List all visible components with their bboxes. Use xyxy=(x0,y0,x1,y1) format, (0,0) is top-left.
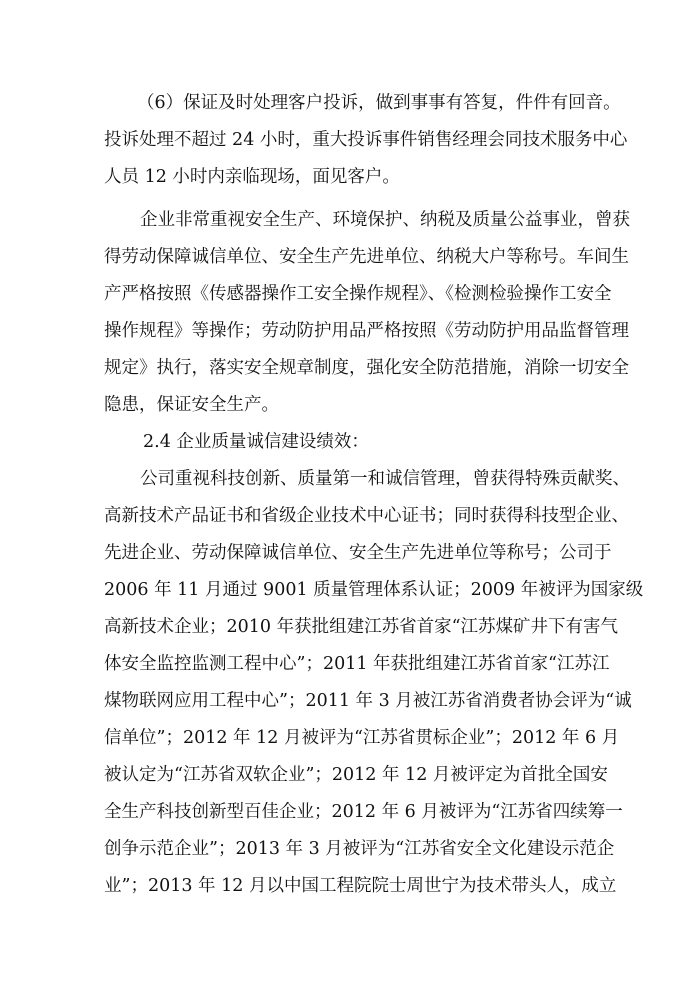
paragraph-line: 高新技术产品证书和省级企业技术中心证书；同时获得科技型企业、 xyxy=(104,506,629,526)
paragraph-line: 先进企业、劳动保障诚信单位、安全生产先进单位等称号；公司于 xyxy=(104,543,612,563)
paragraph-line: 产严格按照《传感器操作工安全操作规程》、《检测检验操作工安全 xyxy=(104,284,612,304)
paragraph-line: 2006 年 11 月通过 9001 质量管理体系认证；2009 年被评为国家级 xyxy=(104,580,644,600)
paragraph-line: 操作规程》等操作；劳动防护用品严格按照《劳动防护用品监督管理 xyxy=(104,321,629,341)
paragraph-line: 高新技术企业；2010 年获批组建江苏省首家“江苏煤矿井下有害气 xyxy=(104,617,619,637)
paragraph-line: 全生产科技创新型百佳企业；2012 年 6 月被评为“江苏省四续筹一 xyxy=(104,802,623,822)
paragraph-line: 规定》执行，落实安全规章制度，强化安全防范措施，消除一切安全 xyxy=(104,358,629,378)
paragraph-line: 投诉处理不超过 24 小时，重大投诉事件销售经理会同技术服务中心 xyxy=(104,130,628,150)
paragraph-line: 创争示范企业”；2013 年 3 月被评为“江苏省安全文化建设示范企 xyxy=(104,839,615,859)
paragraph-line: 隐患，保证安全生产。 xyxy=(104,395,279,415)
paragraph-line: 信单位”；2012 年 12 月被评为“江苏省贯标企业”；2012 年 6 月 xyxy=(104,728,620,748)
paragraph-line: 煤物联网应用工程中心”；2011 年 3 月被江苏省消费者协会评为“诚 xyxy=(104,691,632,711)
section-heading: 2.4 企业质量诚信建设绩效： xyxy=(143,432,369,452)
paragraph-line: 被认定为“江苏省双软企业”；2012 年 12 月被评定为首批全国安 xyxy=(104,765,608,785)
paragraph-line: 体安全监控监测工程中心”；2011 年获批组建江苏省首家“江苏江 xyxy=(104,654,610,674)
paragraph-line: 人员 12 小时内亲临现场，面见客户。 xyxy=(104,167,400,187)
paragraph-line: 业”；2013 年 12 月以中国工程院院士周世宁为技术带头人，成立 xyxy=(104,876,617,896)
paragraph-line: （6）保证及时处理客户投诉，做到事事有答复，件件有回音。 xyxy=(137,93,621,113)
paragraph-line: 企业非常重视安全生产、环境保护、纳税及质量公益事业，曾获 xyxy=(140,210,630,230)
paragraph-line: 得劳动保障诚信单位、安全生产先进单位、纳税大户等称号。车间生 xyxy=(104,247,629,267)
paragraph-line: 公司重视科技创新、质量第一和诚信管理，曾获得特殊贡献奖、 xyxy=(140,469,630,489)
